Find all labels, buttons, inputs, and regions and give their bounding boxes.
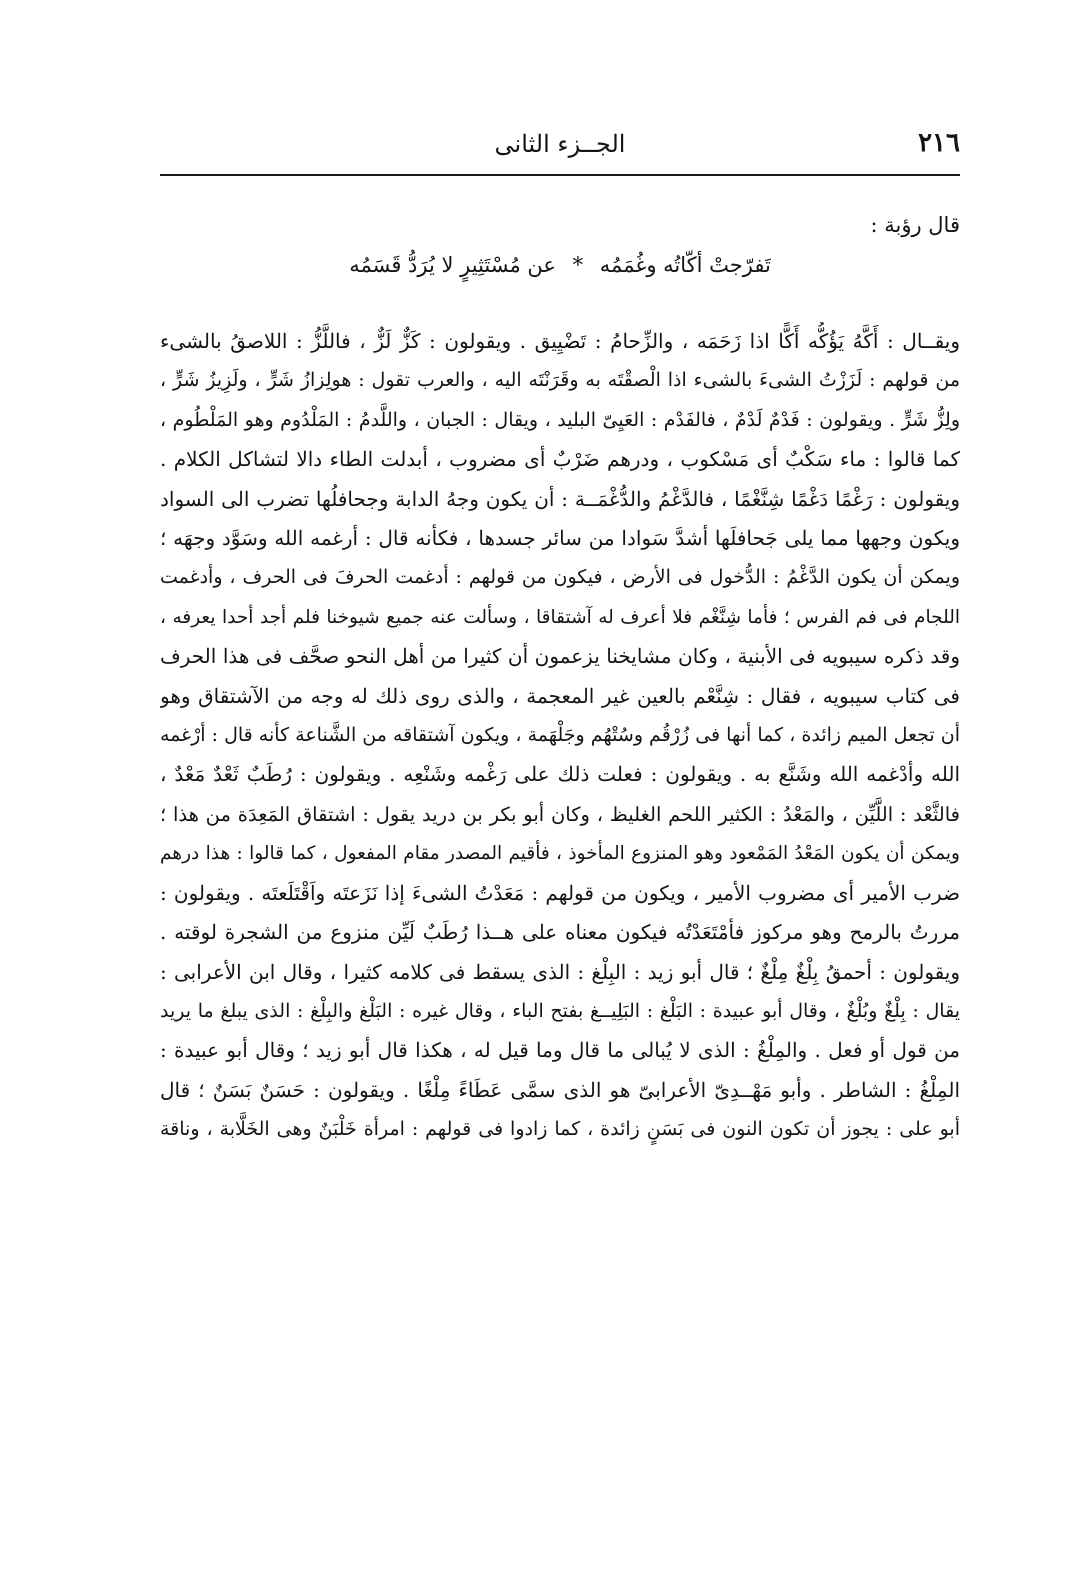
- text-line: مررتُ بالرمح وهو مركوز فأمْتَعَدْتُه فيكون معناه على هــذا رُطَبٌ لَيِّن منزوع من الشجرة لوقته .: [160, 920, 960, 945]
- text-line: كما قالوا : ماء سَكْبٌ أى مَسْكوب ، ودرهم ضَرْبٌ أى مضروب ، أبدلت الطاء دالا لتشاكل الكلام .: [160, 447, 960, 472]
- header-rule: [160, 174, 960, 176]
- text-line: فى كتاب سيبويه ، فقال : شِنَّعْم بالعين غير المعجمة ، والذى روى ذلك له وجه من الآشتقاق وهو: [160, 683, 960, 708]
- text-line: ويكون وجهها مما يلى جَحافلَها أشدَّ سَوادا من سائر جسدها ، فكأنه قال : أرغمه الله وسَوَّد وجهَه ؛: [160, 526, 960, 551]
- text-line: ضرب الأمير أى مضروب الأمير ، ويكون من قولهم : مَعَدْتُ الشىءَ إذا نَزَعتَه واَقْتَلَعتَه . ويقولون :: [160, 880, 960, 905]
- verse-separator: *: [572, 253, 584, 277]
- text-line: وقد ذكره سيبويه فى الأبنية ، وكان مشايخنا يزعمون أن كثيرا من أهل النحو صحَّف فى هذا الحرف: [160, 644, 960, 669]
- text-line: فالثَّعْد : اللَّيِّن ، والمَعْدُ : الكثير اللحم الغليظ ، وكان أبو بكر بن دريد يقول : اشتقاق المَعِدَة من هذا ؛: [160, 802, 960, 826]
- page-number: ٢١٦: [918, 128, 960, 158]
- verse-hemistich-2: عن مُسْتَثِيرٍ لا يُرَدُّ قَسَمُه: [349, 253, 556, 277]
- text-line: من قولهم : لَزَزْتُ الشىءَ بالشىء اذا الْصقْتَه به وقَرَنْتَه اليه ، والعرب تقول : هولِزازُ شَرٍّ ، ولَزِيزُ شَرٍّ ،: [160, 369, 960, 392]
- text-line: أبو على : يجوز أن تكون النون فى بَسَنٍ زائدة ، كما زادوا فى قولهم : امرأة خَلْبَنٌ وهى الخَلَّابة ، وناقة: [160, 1118, 960, 1141]
- poetry-verse: [160, 253, 960, 277]
- text-line: المِلْغُ : الشاطر . وأبو مَهْــدِىّ الأعرابىّ هو الذى سمَّى عَطَاءً مِلْغًا . ويقولون : حَسَنٌ بَسَنٌ ؛ قال: [160, 1077, 960, 1102]
- text-line: ويقــال : أَكَّهُ يَؤُكُّه أَكًّا اذا زَحَمَه ، والزِّحامُ : تَضْيِيق . ويقولون : كَزٌّ لَزٌّ ، فاللَّزُّ : اللاصقُ بالشىء: [160, 329, 960, 353]
- text-line: أن تجعل الميم زائدة ، كما أنها فى زُرْقُم وسُتْهُم وجَلْهَمة ، ويكون آشتقاقه من الشَّناعة كأنه قال : أرْغمه: [160, 724, 960, 747]
- text-line: يقال : بِلْغٌ وبُلْغٌ ، وقال أبو عبيدة : البَلْغ : البَلِيــغ بفتح الباء ، وقال غيره : البَلْغ والبِلْغ : الذى يبلغ ما يريد: [160, 999, 960, 1022]
- text-line: الله وأدْغمه الله وشَنَّع به . ويقولون : فعلت ذلك على رَغْمه وشَنْعِه . ويقولون : رُطَبٌ ثَعْدٌ مَعْدٌ ،: [160, 762, 960, 787]
- poem-intro: قال رؤبة :: [870, 213, 960, 237]
- page-header: [160, 124, 960, 166]
- text-line: ويقولون : أحمقُ بِلْغٌ مِلْغٌ ؛ قال أبو زيد : البِلْغ : الذى يسقط فى كلامه كثيرا ، وقال ابن الأعرابى :: [160, 959, 960, 984]
- text-line: ويمكن أن يكون الدَّغْمُ : الدُّخول فى الأرض ، فيكون من قولهم : أدغمت الحرفَ فى الحرف ، وأدغمت: [160, 566, 960, 589]
- text-line: اللجام فى فم الفرس ؛ فأما شِنَّغْم فلا أعرف له آشتقاقا ، وسألت عنه جميع شيوخنا فلم أجد أحدا يعرفه ،: [160, 606, 960, 628]
- text-line: ويمكن أن يكون المَعْدُ المَمْعود وهو المنزوع المأخوذ ، فأقيم المصدر مقام المفعول ، كما قالوا : هذا درهم: [160, 843, 960, 865]
- text-line: ويقولون : رَغْمًا دَغْمًا شِنَّغْمًا ، فالدَّغْمُ والدُّغْمَــة : أن يكون وجهُ الدابة وجحافلُها تضرب الى السواد: [160, 486, 960, 511]
- text-line: ولِزُّ شَرٍّ . ويقولون : فَدْمٌ لَدْمٌ ، فالفَدْم : العَيِىّ البليد ، ويقال : الجبان ، واللَّدمُ : المَلْدُوم وهو المَلْطُوم ،: [160, 408, 960, 431]
- text-line: من قول أو فعل . والمِلْغُ : الذى لا يُبالى ما قال وما قيل له ، هكذا قال أبو زيد ؛ وقال أبو عبيدة :: [160, 1038, 960, 1063]
- verse-hemistich-1: تَفرّجتْ أكّاتُه وغُمَمُه: [599, 253, 771, 277]
- running-title: الجــزء الثانى: [494, 130, 626, 158]
- body-text: [160, 322, 960, 1150]
